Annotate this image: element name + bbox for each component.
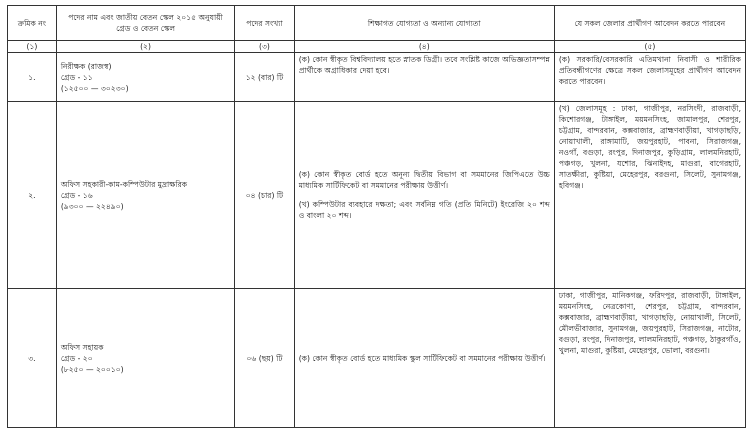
qualification-cell bbox=[294, 53, 554, 102]
header-serial: ক্রমিক নং bbox=[8, 6, 57, 41]
districts-text: (ক) সরকারি/বেসরকারি এতিমখানা নিবাসী ও শারীরিক প্রতিবন্ধীগণের ক্ষেত্রে সকল জেলাসমূহের প্রার্থীগণ আবেদন করতে পারবেন। bbox=[558, 55, 741, 86]
post-scale: (৯৩০০ — ২২৪৯০) bbox=[60, 201, 124, 211]
count-cell: ০৪ (চার) টি bbox=[235, 102, 294, 289]
qualification-item: (খ) কম্পিউটার ব্যবহারে দক্ষতা; এবং সর্বনিম্ন গতি (প্রতি মিনিটে) ইংরেজি ২০ শব্দ ও বাংলা ২০ শব্দ। bbox=[298, 200, 550, 220]
header-post-name: পদের নাম এবং জাতীয় বেতন স্কেল ২০১৫ অনুযায়ী গ্রেড ও বেতন স্কেল bbox=[56, 6, 234, 41]
post-name: নিরীক্ষক (রাজস্ব) bbox=[60, 61, 112, 71]
column-index: (৩) bbox=[235, 41, 294, 53]
count-cell: ১২ (বার) টি bbox=[235, 53, 294, 102]
qualification-item: (ক) কোন স্বীকৃত বিশ্ববিদ্যালয় হতে স্নাতক ডিগ্রী। তবে সংশ্লিষ্ট কাজে অভিজ্ঞতাসম্পন্ন প্রার্থীকে অগ্রাধিকার দেয়া হবে। bbox=[298, 55, 550, 75]
qualification-cell bbox=[294, 102, 554, 289]
post-cell bbox=[56, 289, 234, 428]
column-index: (৪) bbox=[294, 41, 554, 53]
post-scale: (১২৫০০ — ৩০২৩০) bbox=[60, 83, 129, 93]
column-index-row bbox=[8, 41, 746, 53]
post-cell bbox=[56, 53, 234, 102]
serial-cell: ২. bbox=[8, 102, 57, 289]
post-grade: গ্রেড - ২০ bbox=[60, 353, 93, 363]
table-row bbox=[8, 289, 746, 428]
column-index: (১) bbox=[8, 41, 57, 53]
header-row bbox=[8, 6, 746, 41]
header-districts: যে সকল জেলার প্রার্থীগণ আবেদন করতে পারবেন bbox=[554, 6, 745, 41]
districts-cell bbox=[554, 53, 745, 102]
post-grade: গ্রেড - ১৬ bbox=[60, 190, 93, 200]
qualification-cell bbox=[294, 289, 554, 428]
column-index: (২) bbox=[56, 41, 234, 53]
post-name: অফিস সহায়ক bbox=[60, 342, 104, 352]
qualification-item: (ক) কোন স্বীকৃত বোর্ড হতে মাধ্যমিক স্কুল সার্টিফিকেট বা সমমানের পরীক্ষায় উত্তীর্ণ। bbox=[298, 353, 546, 363]
post-scale: (৮২৫০ — ২০০১০) bbox=[60, 364, 124, 374]
count-cell: ০৬ (ছয়) টি bbox=[235, 289, 294, 428]
column-index: (৫) bbox=[554, 41, 745, 53]
header-post-count: পদের সংখ্যা bbox=[235, 6, 294, 41]
job-circular-table bbox=[7, 5, 746, 428]
table-row bbox=[8, 53, 746, 102]
districts-text: ঢাকা, গাজীপুর, মানিকগঞ্জ, ফরিদপুর, রাজবাড়ী, টাঙ্গাইল, ময়মনসিংহ, নেত্রকোণা, শেরপুর, চট্টগ্রাম, বান্দরবান, কক্সবাজার, ব্রাহ্মণবাড়ীয়া, খাগড়াছড়ি, নোয়াখালী, সিলেট, মৌলভীবাজার, সুনামগঞ্জ, জয়পুরহাট, সিরাজগঞ্জ, নাটোর, বগুড়া, রংপুর, দিনাজপুর, লালমনিরহাট, পঞ্চগড়, ঠাকুরগাঁও, খুলনা, মাগুরা, কুষ্টিয়া, মেহেরপুর, ভোলা, বরগুনা। bbox=[558, 291, 741, 355]
table-row bbox=[8, 102, 746, 289]
serial-cell: ১. bbox=[8, 53, 57, 102]
post-cell bbox=[56, 102, 234, 289]
post-name: অফিস সহকারী-কাম-কম্পিউটার মুদ্রাক্ষরিক bbox=[60, 179, 188, 189]
districts-cell bbox=[554, 289, 745, 428]
serial-cell: ৩. bbox=[8, 289, 57, 428]
districts-text: (খ) জেলাসমূহ : ঢাকা, গাজীপুর, নরসিংদী, রাজবাড়ী, কিশোরগঞ্জ, টাঙ্গাইল, ময়মনসিংহ, জামালপুর, শেরপুর, চট্টগ্রাম, বান্দরবান, কক্সবাজার, ব্রাহ্মণবাড়ীয়া, খাগড়াছড়ি, নোয়াখালী, রাঙ্গামাটি, জয়পুরহাট, পাবনা, সিরাজগঞ্জ, নওগাঁ, বগুড়া, রংপুর, দিনাজপুর, কুড়িগ্রাম, লালমনিরহাট, পঞ্চগড়, খুলনা, যশোর, ঝিনাইদহ, মাগুরা, বাগেরহাট, সাতক্ষীরা, কুষ্টিয়া, মেহেরপুর, বরগুনা, সিলেট, সুনামগঞ্জ, হবিগঞ্জ। bbox=[558, 104, 741, 190]
header-qualification: শিক্ষাগত যোগ্যতা ও অন্যান্য যোগ্যতা bbox=[294, 6, 554, 41]
districts-cell bbox=[554, 102, 745, 289]
qualification-item: (ক) কোন স্বীকৃত বোর্ড হতে অনূন্য দ্বিতীয় বিভাগ বা সমমানের জিপিএতে উচ্চ মাধ্যমিক সার্টিফিকেট বা সমমানের পরীক্ষায় উত্তীর্ণ। bbox=[298, 170, 550, 190]
post-grade: গ্রেড - ১১ bbox=[60, 72, 93, 82]
